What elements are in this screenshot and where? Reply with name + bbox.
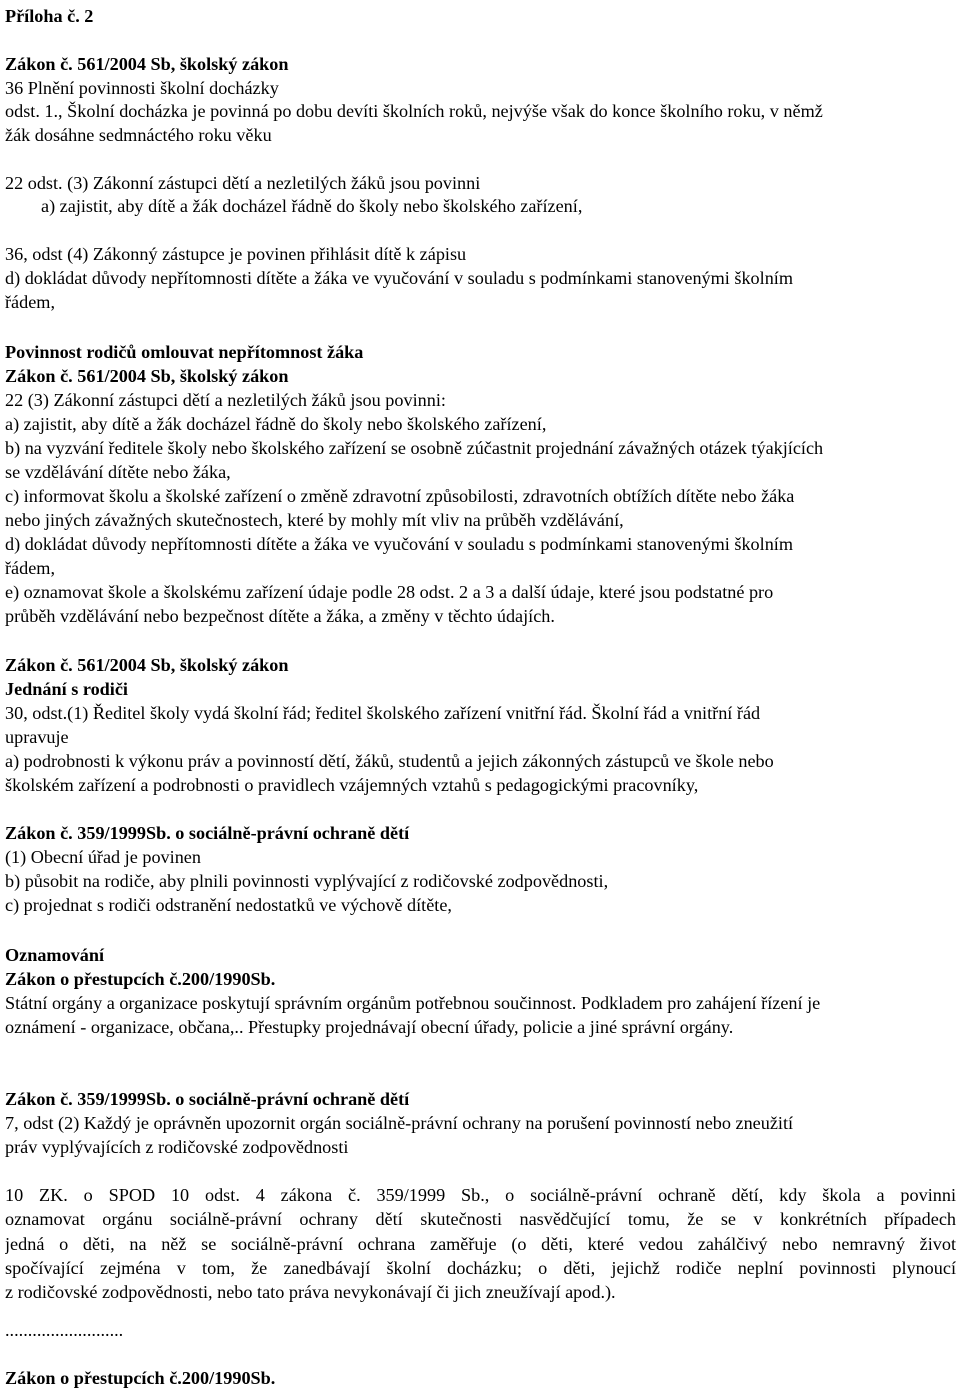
list-item: c) informovat školu a školské zařízení o změně zdravotní způsobilosti, zdravotních obtížích dítěte nebo žáka xyxy=(5,486,795,506)
list-item: e) oznamovat škole a školskému zařízení údaje podle 28 odst. 2 a 3 a další údaje, které jsou podstatné pro xyxy=(5,582,774,602)
text-line: oznámení - organizace, občana,.. Přestupky projednávají obecní úřady, policie a jiné správní orgány. xyxy=(5,1017,734,1037)
text-line: 22 odst. (3) Zákonní zástupci dětí a nezletilých žáků jsou povinni xyxy=(5,173,481,193)
text-line: žák dosáhne sedmnáctého roku věku xyxy=(5,125,272,145)
text-line: 36, odst (4) Zákonný zástupce je povinen přihlásit dítě k zápisu xyxy=(5,244,467,264)
text-line: upravuje xyxy=(5,727,69,747)
law-heading: Zákon č. 561/2004 Sb, školský zákon xyxy=(5,54,289,74)
text-line: práv vyplývajících z rodičovské zodpovědnosti xyxy=(5,1137,349,1157)
text-line: školském zařízení a podrobnosti o pravidlech vzájemných vztahů s pedagogickými pracovníky, xyxy=(5,775,699,795)
list-item: a) podrobnosti k výkonu práv a povinností dětí, žáků, studentů a jejich zákonných zástupců ve škole nebo xyxy=(5,751,774,771)
list-item: a) zajistit, aby dítě a žák docházel řádně do školy nebo školského zařízení, xyxy=(41,196,583,216)
text-line: řádem, xyxy=(5,558,55,578)
text-line: spočívající zejména v tom, že zanedbávají školní docházku; o děti, jejichž rodiče neplní povinnosti plynoucí xyxy=(5,1258,956,1278)
section-heading: Oznamování xyxy=(5,945,105,965)
section-heading: Zákon č. 359/1999Sb. o sociálně-právní ochraně dětí xyxy=(5,1089,410,1109)
text-line: 36 Plnění povinnosti školní docházky xyxy=(5,78,279,98)
law-heading: Zákon o přestupcích č.200/1990Sb. xyxy=(5,1368,276,1388)
text-line: nebo jiných závažných skutečnostech, které by mohly mít vliv na průběh vzdělávání, xyxy=(5,510,624,530)
law-heading: Zákon č. 561/2004 Sb, školský zákon xyxy=(5,366,289,386)
text-line: se vzdělávání dítěte nebo žáka, xyxy=(5,462,231,482)
law-heading: Zákon o přestupcích č.200/1990Sb. xyxy=(5,969,276,989)
text-line: 10 ZK. o SPOD 10 odst. 4 zákona č. 359/1999 Sb., o sociálně-právní ochraně dětí, kdy škola a povinni xyxy=(5,1185,956,1205)
list-item: c) projednat s rodiči odstranění nedostatků ve výchově dítěte, xyxy=(5,895,452,915)
text-line: průběh vzdělávání nebo bezpečnost dítěte a žáka, a změny v těchto údajích. xyxy=(5,606,555,626)
text-line: oznamovat orgánu sociálně-právní ochrany dětí skutečnosti nasvědčující tomu, že se v konkrétních případech xyxy=(5,1209,956,1229)
text-line: odst. 1., Školní docházka je povinná po dobu devíti školních roků, nejvýše však do konce školního roku, v němž xyxy=(5,101,823,121)
section-heading: Jednání s rodiči xyxy=(5,679,128,699)
text-line: z rodičovské zodpovědnosti, nebo tato práva nevykonávají či jich zneužívají apod.). xyxy=(5,1282,616,1302)
list-item: b) na vyzvání ředitele školy nebo školského zařízení se osobně zúčastnit projednání závažných otázek týakjících xyxy=(5,438,824,458)
text-line: řádem, xyxy=(5,292,55,312)
text-line: 22 (3) Zákonní zástupci dětí a nezletilých žáků jsou povinni: xyxy=(5,390,446,410)
text-line: 7, odst (2) Každý je oprávněn upozornit orgán sociálně-právní ochrany na porušení povinností nebo zneužití xyxy=(5,1113,794,1133)
text-line: 30, odst.(1) Ředitel školy vydá školní řád; ředitel školského zařízení vnitřní řád. Školní řád a vnitřní řád xyxy=(5,703,761,723)
ellipsis-separator: .......................... xyxy=(5,1320,124,1340)
text-line: d) dokládat důvody nepřítomnosti dítěte a žáka ve vyučování v souladu s podmínkami stanovenými školním xyxy=(5,268,793,288)
section-heading: Zákon č. 359/1999Sb. o sociálně-právní ochraně dětí xyxy=(5,823,410,843)
text-line: Státní orgány a organizace poskytují správním orgánům potřebnou součinnost. Podkladem pro zahájení řízení je xyxy=(5,993,821,1013)
law-heading: Zákon č. 561/2004 Sb, školský zákon xyxy=(5,655,289,675)
list-item: b) působit na rodiče, aby plnili povinnosti vyplývající z rodičovské zodpovědnosti, xyxy=(5,871,609,891)
text-line: jedná o děti, na něž se sociálně-právní ochrana zaměřuje (o děti, které vedou zahálčivý nebo nemravný život xyxy=(5,1234,956,1254)
section-heading: Povinnost rodičů omlouvat nepřítomnost žáka xyxy=(5,342,364,362)
attachment-title: Příloha č. 2 xyxy=(5,6,94,26)
text-line: (1) Obecní úřad je povinen xyxy=(5,847,201,867)
list-item: a) zajistit, aby dítě a žák docházel řádně do školy nebo školského zařízení, xyxy=(5,414,547,434)
list-item: d) dokládat důvody nepřítomnosti dítěte a žáka ve vyučování v souladu s podmínkami stanovenými školním xyxy=(5,534,793,554)
